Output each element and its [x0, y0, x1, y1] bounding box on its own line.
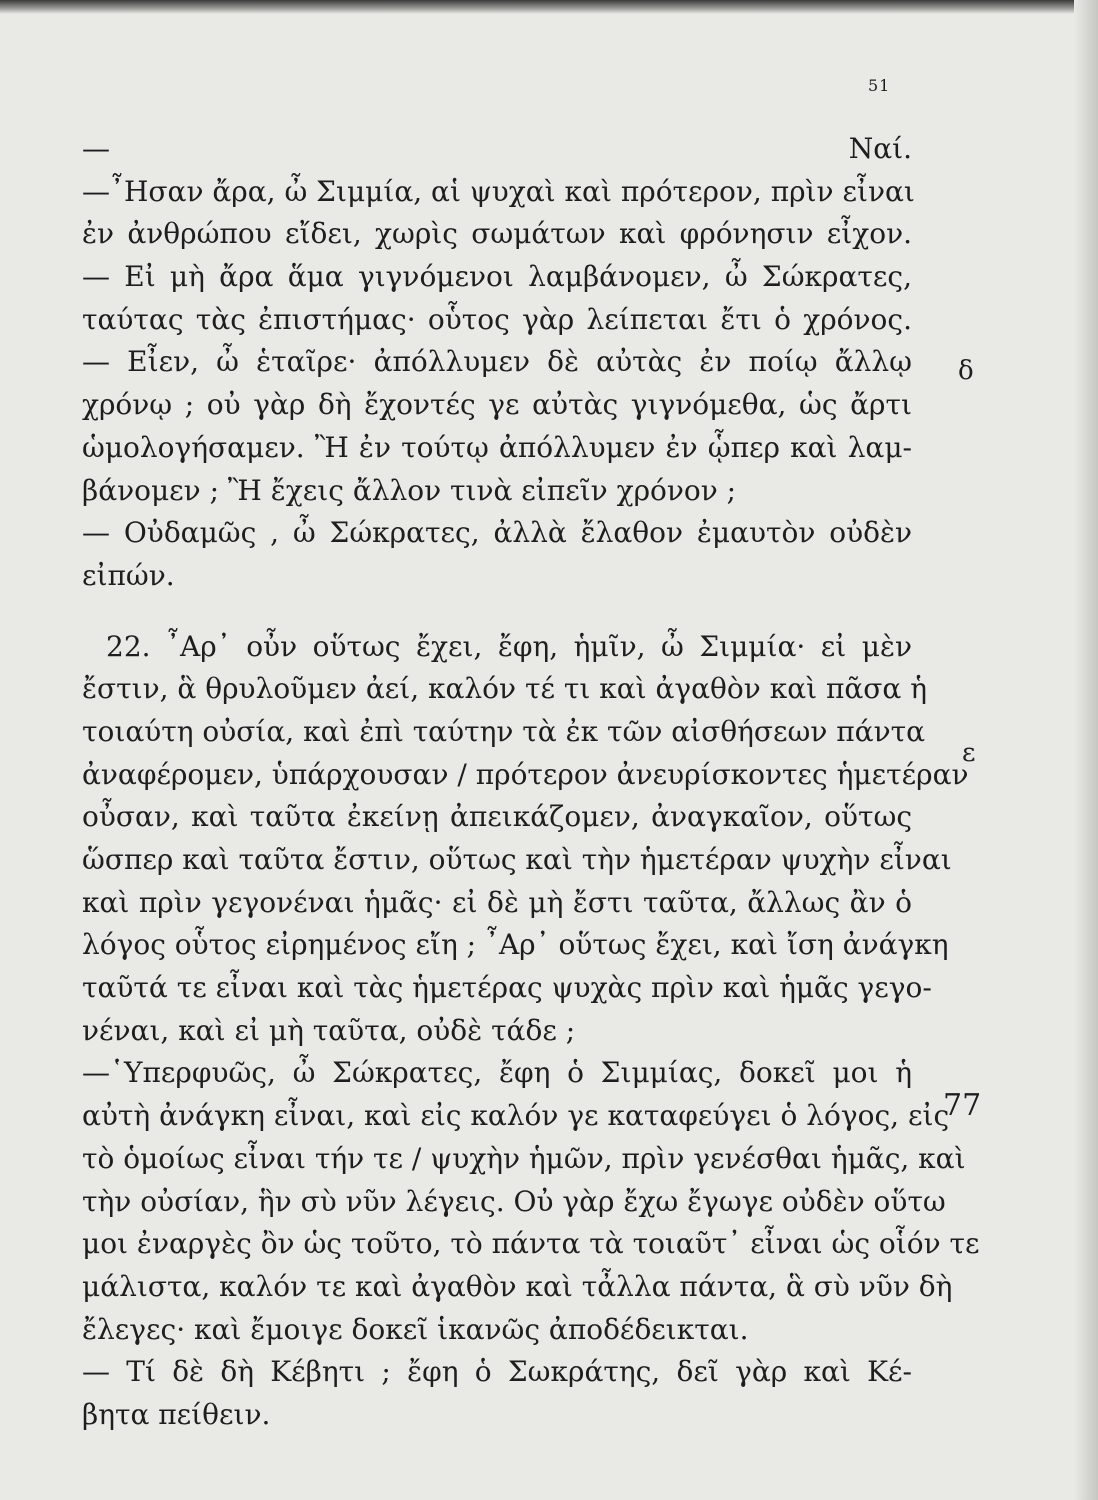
text-line: νέναι, καὶ εἰ μὴ ταῦτα, οὐδὲ τάδε ;: [82, 1013, 576, 1047]
text-line: εἰπών.: [82, 558, 175, 592]
margin-section-letter: ε: [962, 738, 976, 768]
text-line: τὸ ὁμοίως εἶναι τήν τε / ψυχὴν ἡμῶν, πρὶν γενέσθαι ἡμᾶς, καὶ: [82, 1141, 966, 1175]
text-line: — Τί δὲ δὴ Κέβητι ; ἔφη ὁ Σωκράτης, δεῖ γὰρ καὶ Κέ-: [82, 1355, 912, 1389]
text-line: ταύτας τὰς ἐπιστήμας· οὗτος γὰρ λείπεται ἔτι ὁ χρόνος.: [82, 302, 912, 336]
text-line: τὴν οὐσίαν, ἣν σὺ νῦν λέγεις. Οὐ γὰρ ἔχω ἔγωγε οὐδὲν οὕτω: [82, 1184, 946, 1218]
text-line: —῾Υπερφυῶς, ὦ Σώκρατες, ἔφη ὁ Σιμμίας, δοκεῖ μοι ἡ: [82, 1056, 912, 1090]
text-line: οὖσαν, καὶ ταῦτα ἐκείνῃ ἀπεικάζομεν, ἀναγκαῖον, οὕτως: [82, 800, 912, 834]
text-line: — Οὐδαμῶς , ὦ Σώκρατες, ἀλλὰ ἔλαθον ἐμαυτὸν οὐδὲν: [82, 516, 912, 550]
text-line: ὡμολογήσαμεν. Ἢ ἐν τούτῳ ἀπόλλυμεν ἐν ᾧπερ καὶ λαμ-: [82, 430, 912, 464]
text-line: μοι ἐναργὲς ὂν ὡς τοῦτο, τὸ πάντα τὰ τοιαῦτ᾽ εἶναι ὡς οἷόν τε: [82, 1227, 980, 1261]
text-line: ἀναφέρομεν, ὑπάρχουσαν / πρότερον ἀνευρίσκοντες ἡμετέραν: [82, 757, 969, 791]
text-line: βητα πείθειν.: [82, 1397, 271, 1431]
text-line: μάλιστα, καλόν τε καὶ ἀγαθὸν καὶ τἆλλα πάντα, ἃ σὺ νῦν δὴ: [82, 1269, 953, 1303]
scan-top-edge: [0, 0, 1098, 14]
page-number: 51: [868, 76, 891, 95]
text-line: ταῦτά τε εἶναι καὶ τὰς ἡμετέρας ψυχὰς πρὶν καὶ ἡμᾶς γεγο-: [82, 971, 932, 1005]
text-line: αὐτὴ ἀνάγκη εἶναι, καὶ εἰς καλόν γε καταφεύγει ὁ λόγος, εἰς: [82, 1099, 950, 1133]
text-line: χρόνῳ ; οὐ γὰρ δὴ ἔχοντές γε αὐτὰς γιγνόμεθα, ὡς ἄρτι: [82, 388, 912, 422]
text-line: ἐν ἀνθρώπου εἴδει, χωρὶς σωμάτων καὶ φρόνησιν εἶχον.: [82, 217, 912, 251]
text-line: — Ναί.: [82, 132, 912, 165]
text-line: ὥσπερ καὶ ταῦτα ἔστιν, οὕτως καὶ τὴν ἡμετέραν ψυχὴν εἶναι: [82, 843, 952, 876]
text-line: λόγος οὗτος εἰρημένος εἴη ; ῏Αρ᾽ οὕτως ἔχει, καὶ ἴση ἀνάγκη: [82, 928, 949, 962]
margin-section-letter: δ: [958, 356, 974, 386]
margin-stephanus-number: 77: [943, 1088, 982, 1123]
text-line: καὶ πρὶν γεγονέναι ἡμᾶς· εἰ δὲ μὴ ἔστι ταῦτα, ἄλλως ἂν ὁ: [82, 885, 912, 919]
text-line: 22. ῏Αρ᾽ οὖν οὕτως ἔχει, ἔφη, ἡμῖν, ὦ Σιμμία· εἰ μὲν: [106, 629, 912, 663]
text-line: — Εἶεν, ὦ ἑταῖρε· ἀπόλλυμεν δὲ αὐτὰς ἐν ποίῳ ἄλλῳ: [82, 345, 912, 379]
scan-right-edge: [1074, 0, 1098, 1500]
text-line: — Εἰ μὴ ἄρα ἅμα γιγνόμενοι λαμβάνομεν, ὦ Σώκρατες,: [82, 260, 912, 294]
text-line: βάνομεν ; Ἢ ἔχεις ἄλλον τινὰ εἰπεῖν χρόνον ;: [82, 473, 737, 507]
text-line: ἔστιν, ἃ θρυλοῦμεν ἀεί, καλόν τέ τι καὶ ἀγαθὸν καὶ πᾶσα ἡ: [82, 672, 927, 706]
text-line: ἔλεγες· καὶ ἔμοιγε δοκεῖ ἱκανῶς ἀποδέδεικται.: [82, 1312, 749, 1346]
text-line: —῏Ησαν ἄρα, ὦ Σιμμία, αἱ ψυχαὶ καὶ πρότερον, πρὶν εἶναι: [82, 174, 915, 208]
section-gap: [82, 598, 912, 626]
text-line: τοιαύτη οὐσία, καὶ ἐπὶ ταύτην τὰ ἐκ τῶν αἰσθήσεων πάντα: [82, 714, 926, 748]
